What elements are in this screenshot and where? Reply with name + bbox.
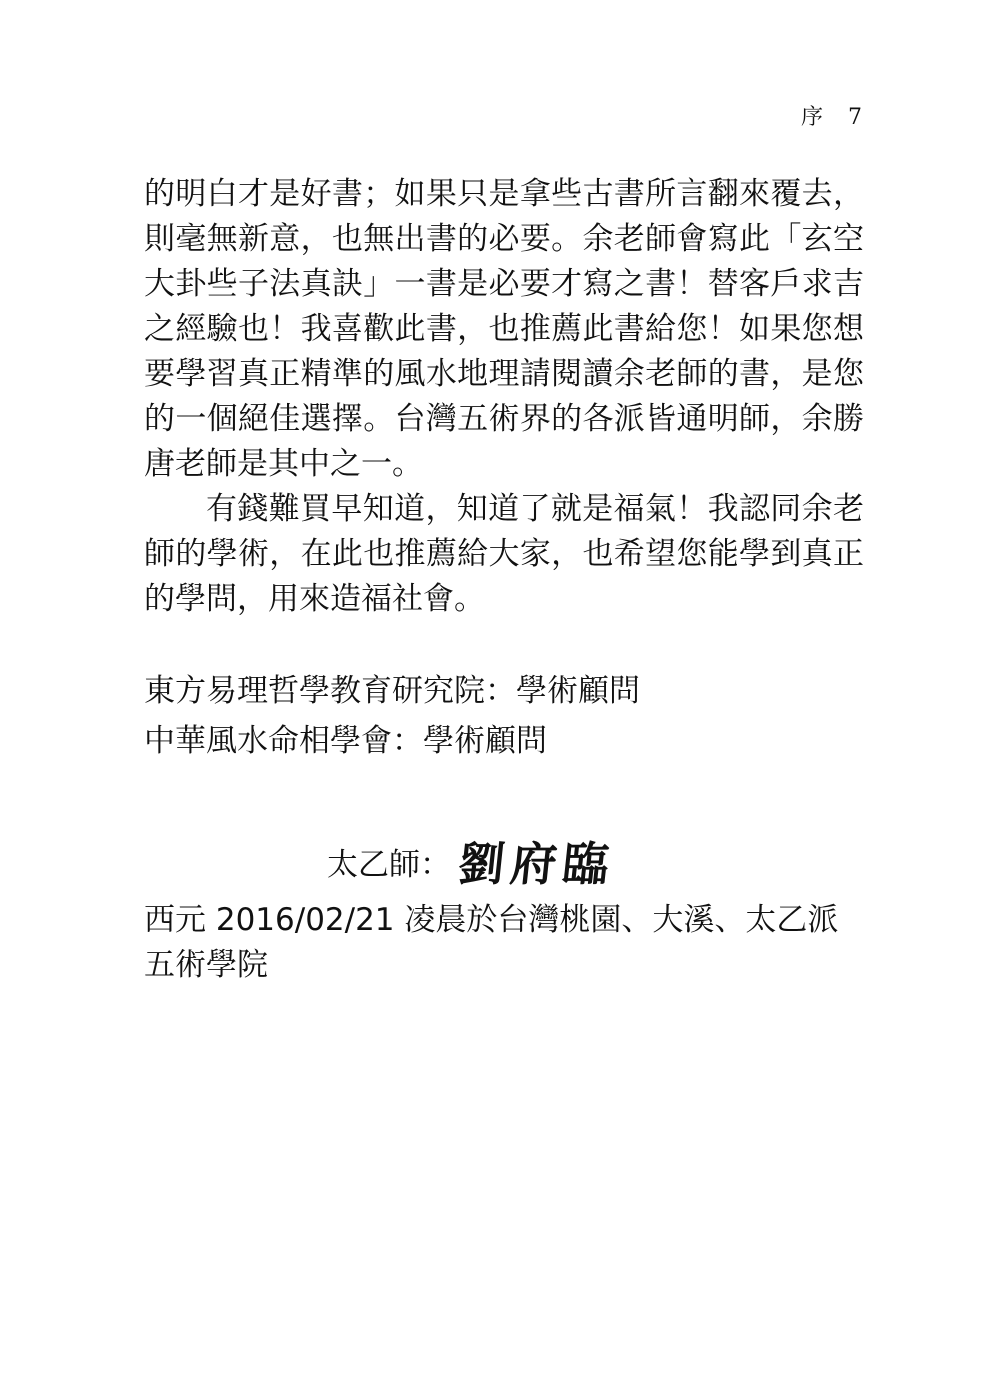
- signature-title: 太乙師：: [327, 846, 451, 883]
- signature-name: 劉府臨: [455, 837, 618, 891]
- page-number: 7: [848, 105, 864, 130]
- preface-body: [144, 172, 864, 622]
- chapter-label: 序: [800, 105, 825, 130]
- paragraph-2: 有錢難買早知道，知道了就是福氣！我認同余老師的學術，在此也推薦給大家，也希望您能學到真正的學問，用來造福社會。: [144, 491, 864, 617]
- affiliation-line: 中華風水命相學會：學術顧問: [144, 723, 547, 759]
- paragraph-1: 的明白才是好書；如果只是拿些古書所言翻來覆去，則毫無新意，也無出書的必要。余老師會寫此「玄空大卦些子法真訣」一書是必要才寫之書！替客戶求吉之經驗也！我喜歡此書，也推薦此書給您！如果您想要學習真正精準的風水地理請閱讀余老師的書，是您的一個絕佳選擇。台灣五術界的各派皆通明師，余勝唐老師是其中之一。: [144, 176, 864, 482]
- signature: [327, 828, 618, 894]
- date-line: 西元 2016/02/21 凌晨於台灣桃園、大溪、太乙派五術學院: [144, 902, 839, 983]
- page-header: [801, 100, 864, 131]
- affiliation-line: 東方易理哲學教育研究院：學術顧問: [144, 673, 640, 709]
- affiliations: [144, 666, 640, 766]
